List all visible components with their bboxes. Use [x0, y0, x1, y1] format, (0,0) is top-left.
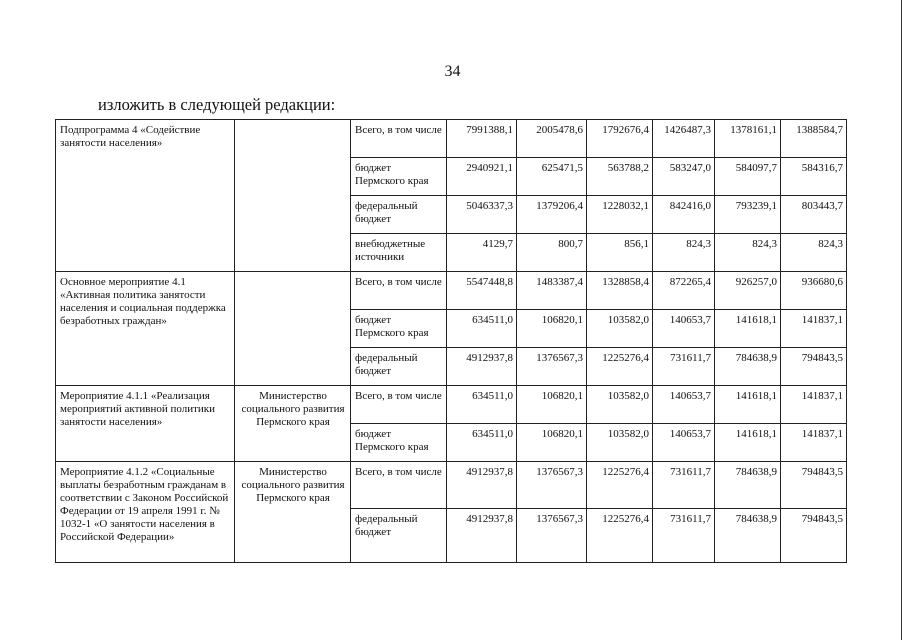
amount-cell: 731611,7: [653, 348, 715, 386]
amount-cell: 872265,4: [653, 272, 715, 310]
amount-cell: 794843,5: [781, 348, 847, 386]
table-row: [56, 386, 847, 424]
amount-cell: 141837,1: [781, 310, 847, 348]
program-name-cell: Мероприятие 4.1.1 «Реализация мероприятий активной политики занятости населения»: [56, 386, 235, 462]
amount-cell: 103582,0: [587, 424, 653, 462]
amount-cell: 1225276,4: [587, 348, 653, 386]
program-name-cell: Мероприятие 4.1.2 «Социальные выплаты безработным гражданам в соответствии с Законом Российской Федерации от 19 апреля 1991 г. № 1032-1 «О занятости населения в Российской Федерации»: [56, 462, 235, 563]
amount-cell: 1379206,4: [517, 196, 587, 234]
executor-cell: Министерство социального развития Пермского края: [235, 386, 351, 462]
amount-cell: 7991388,1: [447, 120, 517, 158]
amount-cell: 1328858,4: [587, 272, 653, 310]
funding-source-cell: Всего, в том числе: [351, 120, 447, 158]
amount-cell: 1228032,1: [587, 196, 653, 234]
table-body: [56, 120, 847, 563]
amount-cell: 794843,5: [781, 462, 847, 509]
amount-cell: 141618,1: [715, 386, 781, 424]
amount-cell: 936680,6: [781, 272, 847, 310]
amount-cell: 731611,7: [653, 462, 715, 509]
amount-cell: 103582,0: [587, 386, 653, 424]
amount-cell: 5547448,8: [447, 272, 517, 310]
table-row: [56, 462, 847, 509]
amount-cell: 583247,0: [653, 158, 715, 196]
budget-table: [55, 119, 847, 563]
amount-cell: 634511,0: [447, 310, 517, 348]
amount-cell: 842416,0: [653, 196, 715, 234]
table-row: [56, 272, 847, 310]
amount-cell: 4912937,8: [447, 348, 517, 386]
funding-source-cell: федеральный бюджет: [351, 196, 447, 234]
amount-cell: 1376567,3: [517, 509, 587, 563]
amount-cell: 141837,1: [781, 386, 847, 424]
amount-cell: 4912937,8: [447, 462, 517, 509]
amount-cell: 800,7: [517, 234, 587, 272]
amount-cell: 140653,7: [653, 310, 715, 348]
amount-cell: 856,1: [587, 234, 653, 272]
amount-cell: 106820,1: [517, 424, 587, 462]
amount-cell: 634511,0: [447, 424, 517, 462]
amount-cell: 141618,1: [715, 310, 781, 348]
program-name-cell: Подпрограмма 4 «Содействие занятости населения»: [56, 120, 235, 272]
amount-cell: 2940921,1: [447, 158, 517, 196]
amount-cell: 103582,0: [587, 310, 653, 348]
page-edge-line: [901, 0, 902, 640]
amount-cell: 926257,0: [715, 272, 781, 310]
funding-source-cell: бюджет Пермского края: [351, 158, 447, 196]
amount-cell: 793239,1: [715, 196, 781, 234]
funding-source-cell: федеральный бюджет: [351, 348, 447, 386]
amount-cell: 106820,1: [517, 310, 587, 348]
amount-cell: 1483387,4: [517, 272, 587, 310]
amount-cell: 1376567,3: [517, 348, 587, 386]
funding-source-cell: внебюджетные источники: [351, 234, 447, 272]
amount-cell: 584097,7: [715, 158, 781, 196]
amount-cell: 563788,2: [587, 158, 653, 196]
page-number: 34: [444, 63, 461, 80]
amount-cell: 140653,7: [653, 424, 715, 462]
funding-source-cell: бюджет Пермского края: [351, 310, 447, 348]
amount-cell: 784638,9: [715, 348, 781, 386]
amount-cell: 1388584,7: [781, 120, 847, 158]
amount-cell: 141618,1: [715, 424, 781, 462]
amount-cell: 803443,7: [781, 196, 847, 234]
amount-cell: 824,3: [653, 234, 715, 272]
amount-cell: 1225276,4: [587, 462, 653, 509]
amount-cell: 634511,0: [447, 386, 517, 424]
amount-cell: 1426487,3: [653, 120, 715, 158]
amount-cell: 141837,1: [781, 424, 847, 462]
amount-cell: 1378161,1: [715, 120, 781, 158]
executor-cell: Министерство социального развития Пермского края: [235, 462, 351, 563]
funding-source-cell: Всего, в том числе: [351, 462, 447, 509]
amount-cell: 1792676,4: [587, 120, 653, 158]
executor-cell: [235, 120, 351, 272]
funding-source-cell: Всего, в том числе: [351, 386, 447, 424]
intro-text: изложить в следующей редакции:: [98, 95, 336, 114]
amount-cell: 731611,7: [653, 509, 715, 563]
amount-cell: 4912937,8: [447, 509, 517, 563]
funding-source-cell: Всего, в том числе: [351, 272, 447, 310]
amount-cell: 824,3: [715, 234, 781, 272]
funding-source-cell: федеральный бюджет: [351, 509, 447, 563]
amount-cell: 140653,7: [653, 386, 715, 424]
amount-cell: 4129,7: [447, 234, 517, 272]
table-row: [56, 120, 847, 158]
amount-cell: 1376567,3: [517, 462, 587, 509]
executor-cell: [235, 272, 351, 386]
amount-cell: 625471,5: [517, 158, 587, 196]
amount-cell: 794843,5: [781, 509, 847, 563]
funding-source-cell: бюджет Пермского края: [351, 424, 447, 462]
amount-cell: 584316,7: [781, 158, 847, 196]
amount-cell: 784638,9: [715, 509, 781, 563]
amount-cell: 2005478,6: [517, 120, 587, 158]
amount-cell: 1225276,4: [587, 509, 653, 563]
amount-cell: 824,3: [781, 234, 847, 272]
amount-cell: 784638,9: [715, 462, 781, 509]
amount-cell: 106820,1: [517, 386, 587, 424]
program-name-cell: Основное мероприятие 4.1 «Активная политика занятости населения и социальная поддержка безработных граждан»: [56, 272, 235, 386]
amount-cell: 5046337,3: [447, 196, 517, 234]
